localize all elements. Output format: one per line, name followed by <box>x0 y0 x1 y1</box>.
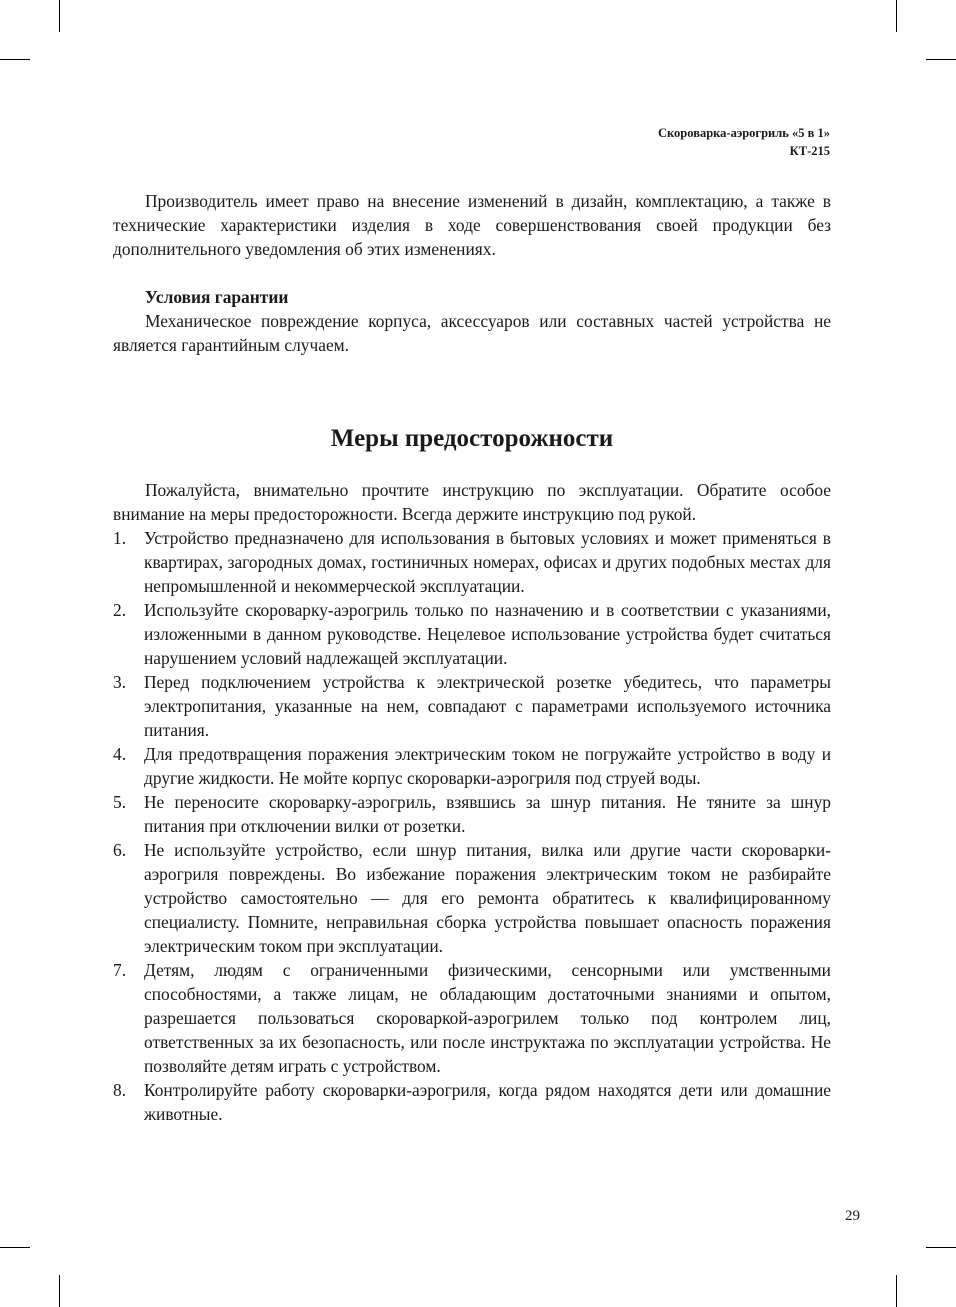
list-item <box>113 670 831 742</box>
crop-mark-top-right-horizontal <box>926 59 956 60</box>
header-model: КТ-215 <box>789 144 830 158</box>
crop-mark-bottom-right-horizontal <box>926 1247 956 1248</box>
list-item <box>113 958 831 1078</box>
precautions-list <box>113 526 831 1126</box>
list-item-text: Устройство предназначено для использования в бытовых условиях и может применяться в квартирах, загородных домах, гостиничных номерах, офисах и других подобных местах для непромышленной и некоммерческой эксплуатации. <box>144 528 831 596</box>
list-item <box>113 838 831 958</box>
section-title: Меры предосторожности <box>330 425 614 452</box>
list-item-text: Контролируйте работу скороварки-аэрогриля, когда рядом находятся дети или домашние животные. <box>144 1080 831 1124</box>
crop-mark-top-right-vertical <box>896 0 897 32</box>
list-item-text: Не используйте устройство, если шнур питания, вилка или другие части скороварки-аэрогриля повреждены. Во избежание поражения электрическим током не разбирайте устройство самостоятельно — для его ремонта обратитесь к квалифицированному специалисту. Помните, неправильная сборка устройства повышает опасность поражения электрическим током при эксплуатации. <box>144 840 831 956</box>
crop-mark-top-left-vertical <box>59 0 60 32</box>
list-item <box>113 790 831 838</box>
crop-mark-bottom-right-vertical <box>896 1275 897 1307</box>
running-header <box>658 124 830 160</box>
intro-paragraph: Производитель имеет право на внесение изменений в дизайн, комплектацию, а также в технические характеристики изделия в ходе совершенствования своей продукции без дополнительного уведомления об этих изменениях. <box>113 191 831 259</box>
list-item-text: Используйте скороварку-аэрогриль только по назначению и в соответствии с указаниями, изложенными в данном руководстве. Нецелевое использование устройства будет считаться нарушением условий надлежащей эксплуатации. <box>144 600 831 668</box>
crop-mark-bottom-left-horizontal <box>0 1247 30 1248</box>
list-item-number: 8. <box>113 1080 127 1100</box>
list-item-text: Детям, людям с ограниченными физическими, сенсорными или умственными способностями, а также лицам, не обладающим достаточными знаниями и опытом, разрешается пользоваться скороваркой-аэрогрилем только под контролем лиц, ответственных за их безопасность, или после инструктажа по эксплуатации устройства. Не позволяйте детям играть с устройством. <box>144 960 831 1076</box>
crop-mark-top-left-horizontal <box>0 59 30 60</box>
warranty-section <box>113 285 831 357</box>
list-item-text: Не переносите скороварку-аэрогриль, взявшись за шнур питания. Не тяните за шнур питания при отключении вилки от розетки. <box>144 792 831 836</box>
list-item-number: 1. <box>113 528 127 548</box>
precautions-section <box>113 478 831 1126</box>
list-item-number: 5. <box>113 792 127 812</box>
page-number: 29 <box>845 1208 860 1224</box>
list-item-number: 7. <box>113 960 127 980</box>
intro-section <box>113 189 831 261</box>
crop-mark-bottom-left-vertical <box>59 1275 60 1307</box>
list-item-number: 2. <box>113 600 127 620</box>
warranty-heading: Условия гарантии <box>145 287 289 307</box>
list-item-text: Перед подключением устройства к электрической розетке убедитесь, что параметры электропитания, указанные на нем, совпадают с параметрами используемого источника питания. <box>144 672 831 740</box>
list-item <box>113 598 831 670</box>
header-product-name: Скороварка-аэрогриль «5 в 1» <box>657 126 830 140</box>
list-item-text: Для предотвращения поражения электрическим током не погружайте устройство в воду и другие жидкости. Не мойте корпус скороварки-аэрогриля под струей воды. <box>144 744 831 788</box>
warranty-paragraph: Механическое повреждение корпуса, аксессуаров или составных частей устройства не является гарантийным случаем. <box>113 311 831 355</box>
list-item <box>113 742 831 790</box>
list-item-number: 4. <box>113 744 127 764</box>
list-item-number: 6. <box>113 840 127 860</box>
precautions-intro: Пожалуйста, внимательно прочтите инструкцию по эксплуатации. Обратите особое внимание на меры предосторожности. Всегда держите инструкцию под рукой. <box>113 480 831 524</box>
list-item <box>113 1078 831 1126</box>
list-item <box>113 526 831 598</box>
list-item-number: 3. <box>113 672 127 692</box>
